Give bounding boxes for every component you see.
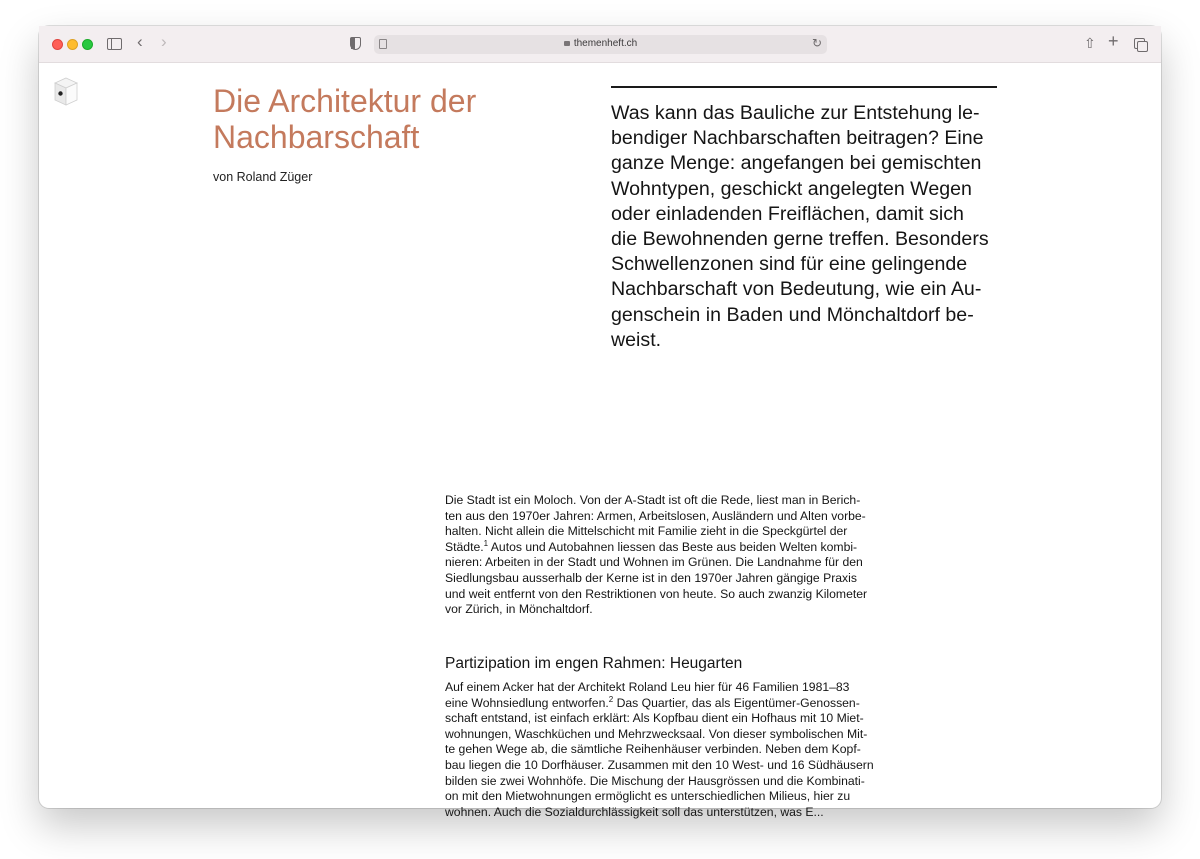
- lead-line: Schwellenzonen sind für eine gelingende: [611, 253, 968, 276]
- sidebar-toggle-icon[interactable]: [107, 38, 122, 50]
- section-heading: Partizipation im engen Rahmen: Heugarten: [445, 655, 743, 672]
- article-title: [213, 83, 553, 155]
- lead-line: Nachbarschaft von Bedeutung, wie ein Au-: [611, 278, 982, 301]
- text-line: und weit entfernt von den Restriktionen von heute. So auch zwanzig Kilometer: [445, 586, 868, 601]
- text-line: on mit den Mietwohnungen ermöglicht es unterschiedlichen Milieus, hier zu: [445, 789, 851, 804]
- text-line: vor Zürich, in Mönchaltdorf.: [445, 602, 593, 617]
- text-line: Autos und Autobahnen liessen das Beste aus beiden Welten kombi-: [488, 539, 858, 554]
- body-paragraph: [445, 493, 890, 618]
- text-line: ten aus den 1970er Jahren: Armen, Arbeitslosen, Ausländern und Alten vorbe-: [445, 508, 866, 523]
- text-line: te gehen Wege ab, die sämtliche Reihenhäuser verbinden. Neben dem Kopf-: [445, 742, 861, 757]
- footnote-link[interactable]: 2: [608, 694, 614, 704]
- text-line: schaft entstand, ist einfach erklärt: Als Kopfbau dient ein Hofhaus mit 10 Miet-: [445, 711, 864, 726]
- page-content: [39, 63, 1161, 819]
- footnote-link[interactable]: 1: [483, 538, 489, 548]
- address-bar[interactable]: [374, 35, 827, 54]
- lead-divider: [611, 86, 997, 88]
- forward-arrow-icon[interactable]: ›: [161, 32, 167, 51]
- lead-line: Was kann das Bauliche zur Entstehung le-: [611, 102, 980, 124]
- article-author: von Roland Züger: [213, 170, 313, 184]
- lead-line: weist.: [611, 328, 662, 351]
- zoom-window-button[interactable]: [82, 39, 93, 50]
- text-line: halten. Nicht allein die Mittelschicht mit Familie zieht in die Speckgürtel der: [445, 524, 848, 539]
- title-line: Nachbarschaft: [213, 119, 420, 155]
- lock-icon: [564, 41, 570, 46]
- browser-window: [39, 26, 1161, 819]
- text-line: Städte.: [445, 539, 484, 554]
- back-arrow-icon[interactable]: ‹: [137, 32, 143, 51]
- text-line: Siedlungsbau ausserhalb der Kerne ist in den 1970er Jahren gängige Praxis: [445, 570, 857, 585]
- lead-line: die Bewohnenden gerne treffen. Besonders: [611, 228, 989, 251]
- text-line: eine Wohnsiedlung entworfen.: [445, 695, 609, 710]
- site-logo-icon[interactable]: [54, 77, 78, 107]
- share-icon[interactable]: ⇧: [1084, 35, 1096, 51]
- text-line: bau liegen die 10 Dorfhäuser. Zusammen mit den 10 West- und 16 Südhäusern: [445, 757, 874, 772]
- new-tab-icon[interactable]: +: [1108, 31, 1119, 51]
- lead-line: bendiger Nachbarschaften beitragen? Eine: [611, 127, 984, 150]
- reload-icon[interactable]: ↻: [811, 36, 822, 50]
- text-line: nieren: Arbeiten in der Stadt und Wohnen im Grünen. Die Landnahme für den: [445, 555, 863, 570]
- lead-line: oder einladenden Freiflächen, damit sich: [611, 202, 964, 225]
- minimize-window-button[interactable]: [67, 39, 78, 50]
- url-display[interactable]: [374, 38, 827, 49]
- browser-toolbar: [39, 26, 1161, 63]
- text-line: Das Quartier, das als Eigentümer-Genossen-: [613, 695, 860, 710]
- tab-overview-icon[interactable]: [1134, 38, 1145, 49]
- privacy-shield-icon[interactable]: [350, 37, 361, 50]
- close-window-button[interactable]: [52, 39, 63, 50]
- title-line: Die Architektur der: [213, 83, 477, 119]
- text-line: wohnungen, Waschküchen und Mehrzwecksaal. Von dieser symbolischen Mit-: [445, 726, 868, 741]
- text-line: wohnen. Auch die Sozialdurchlässigkeit soll das unterstützen, was E...: [445, 804, 824, 819]
- text-line: Die Stadt ist ein Moloch. Von der A-Stadt ist oft die Rede, liest man in Berich-: [445, 493, 861, 507]
- url-text: themenheft.ch: [573, 38, 638, 49]
- lead-line: ganze Menge: angefangen bei gemischten: [611, 152, 982, 175]
- text-line: Auf einem Acker hat der Architekt Roland Leu hier für 46 Familien 1981–83: [445, 680, 850, 694]
- lead-line: genschein in Baden und Mönchaltdorf be-: [611, 303, 974, 326]
- body-paragraph: [445, 680, 890, 820]
- lead-line: Wohntypen, geschickt angelegten Wegen: [611, 177, 972, 200]
- text-line: bilden sie zwei Wohnhöfe. Die Mischung der Hausgrössen und die Kombinati-: [445, 773, 865, 788]
- article-lead: [611, 101, 1007, 353]
